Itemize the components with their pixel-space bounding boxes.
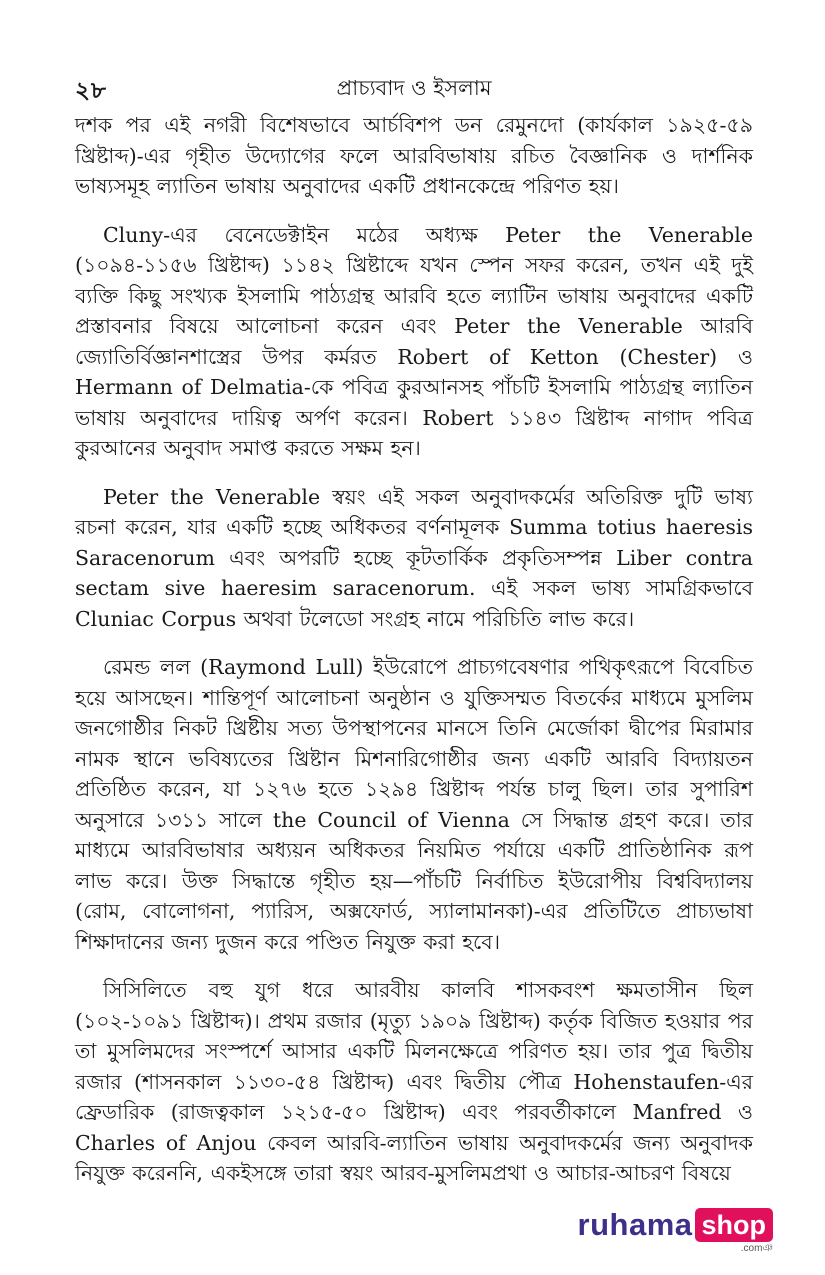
- paragraph-1: দশক পর এই নগরী বিশেষভাবে আর্চবিশপ ডন রেমুনদো (কার্যকাল ১৯২৫-৫৯ খ্রিষ্টাব্দ)-এর গৃহীত উদ্যোগের ফলে আরবিভাষায় রচিত বৈজ্ঞানিক ও দার্শনিক ভাষ্যসমূহ ল্যাতিন ভাষায় অনুবাদের একটি প্রধানকেন্দ্রে পরিণত হয়।: [75, 113, 753, 198]
- running-head: [75, 70, 753, 110]
- watermark-domain: .comঞ: [740, 1243, 773, 1254]
- watermark-brand-main: ruhama: [577, 1207, 693, 1242]
- running-title: প্রাচ্যবাদ ও ইসলাম: [336, 76, 492, 100]
- paragraph-3: Peter the Venerable স্বয়ং এই সকল অনুবাদকর্মের অতিরিক্ত দুটি ভাষ্য রচনা করেন, যার একটি হচ্ছে অধিকতর বর্ণনামূলক Summa totius haeresis Saracenorum এবং অপরটি হচ্ছে কূটতার্কিক প্রকৃতিসম্পন্ন Liber contra sectam sive haeresim saracenorum. এই সকল ভাষ্য সামগ্রিকভাবে Cluniac Corpus অথবা টলেডো সংগ্রহ নামে পরিচিতি লাভ করে।: [75, 484, 753, 631]
- paragraph-4: রেমন্ড লল (Raymond Lull) ইউরোপে প্রাচ্যগবেষণার পথিকৃৎরূপে বিবেচিত হয়ে আসছেন। শান্তিপূর্ণ আলোচনা অনুষ্ঠান ও যুক্তিসম্মত বিতর্কের মাধ্যমে মুসলিম জনগোষ্ঠীর নিকট খ্রিষ্টীয় সত্য উপস্থাপনের মানসে তিনি মের্জোকা দ্বীপের মিরামার নামক স্থানে ভবিষ্যতের খ্রিষ্টান মিশনারিগোষ্ঠীর জন্য একটি আরবি বিদ্যায়তন প্রতিষ্ঠিত করেন, যা ১২৭৬ হতে ১২৯৪ খ্রিষ্টাব্দ পর্যন্ত চালু ছিল। তার সুপারিশ অনুসারে ১৩১১ সালে the Council of Vienna সে সিদ্ধান্ত গ্রহণ করে। তার মাধ্যমে আরবিভাষার অধ্যয়ন অধিকতর নিয়মিত পর্যায়ে একটি প্রাতিষ্ঠানিক রূপ লাভ করে। উক্ত সিদ্ধান্তে গৃহীত হয়—পাঁচটি নির্বাচিত ইউরোপীয় বিশ্ববিদ্যালয় (রোম, বোলোগনা, প্যারিস, অক্সফোর্ড, স্যালামানকা)-এর প্রতিটিতে প্রাচ্যভাষা শিক্ষাদানের জন্য দুজন করে পণ্ডিত নিযুক্ত করা হবে।: [75, 655, 753, 954]
- book-page: [75, 70, 753, 1189]
- watermark-logo: [577, 1207, 773, 1254]
- watermark-shop-group: [695, 1208, 774, 1254]
- paragraph-5: সিসিলিতে বহু যুগ ধরে আরবীয় কালবি শাসকবংশ ক্ষমতাসীন ছিল (১০২-১০৯১ খ্রিষ্টাব্দ)। প্রথম রজার (মৃত্যু ১৯০৯ খ্রিষ্টাব্দ) কর্তৃক বিজিত হওয়ার পর তা মুসলিমদের সংস্পর্শে আসার একটি মিলনক্ষেত্রে পরিণত হয়। তার পুত্র দ্বিতীয় রজার (শাসনকাল ১১৩০-৫৪ খ্রিষ্টাব্দ) এবং দ্বিতীয় পৌত্র Hohenstaufen-এর ফ্রেডারিক (রাজত্বকাল ১২১৫-৫০ খ্রিষ্টাব্দ) এবং পরবর্তীকালে Manfred ও Charles of Anjou কেবল আরবি-ল্যাতিন ভাষায় অনুবাদকর্মের জন্য অনুবাদক নিযুক্ত করেননি, একইসঙ্গে তারা স্বয়ং আরব-মুসলিমপ্রথা ও আচার-আচরণ বিষয়ে: [75, 978, 753, 1185]
- page-number: ২৮: [75, 77, 107, 104]
- watermark-brand-highlight: shop: [695, 1208, 774, 1242]
- paragraph-2: Cluny-এর বেনেডেক্টাইন মঠের অধ্যক্ষ Peter the Venerable (১০৯৪-১১৫৬ খ্রিষ্টাব্দ) ১১৪২ খ্রিষ্টাব্দে যখন স্পেন সফর করেন, তখন এই দুই ব্যক্তি কিছু সংখ্যক ইসলামি পাঠ্যগ্রন্থ আরবি হতে ল্যাটিন ভাষায় অনুবাদের একটি প্রস্তাবনার বিষয়ে আলোচনা করেন এবং Peter the Venerable আরবি জ্যোতির্বিজ্ঞানশাস্ত্রের উপর কর্মরত Robert of Ketton (Chester) ও Hermann of Delmatia-কে পবিত্র কুরআনসহ পাঁচটি ইসলামি পাঠ্যগ্রন্থ ল্যাতিন ভাষায় অনুবাদের দায়িত্ব অর্পণ করেন। Robert ১১৪৩ খ্রিষ্টাব্দ নাগাদ পবিত্র কুরআনের অনুবাদ সমাপ্ত করতে সক্ষম হন।: [75, 222, 753, 460]
